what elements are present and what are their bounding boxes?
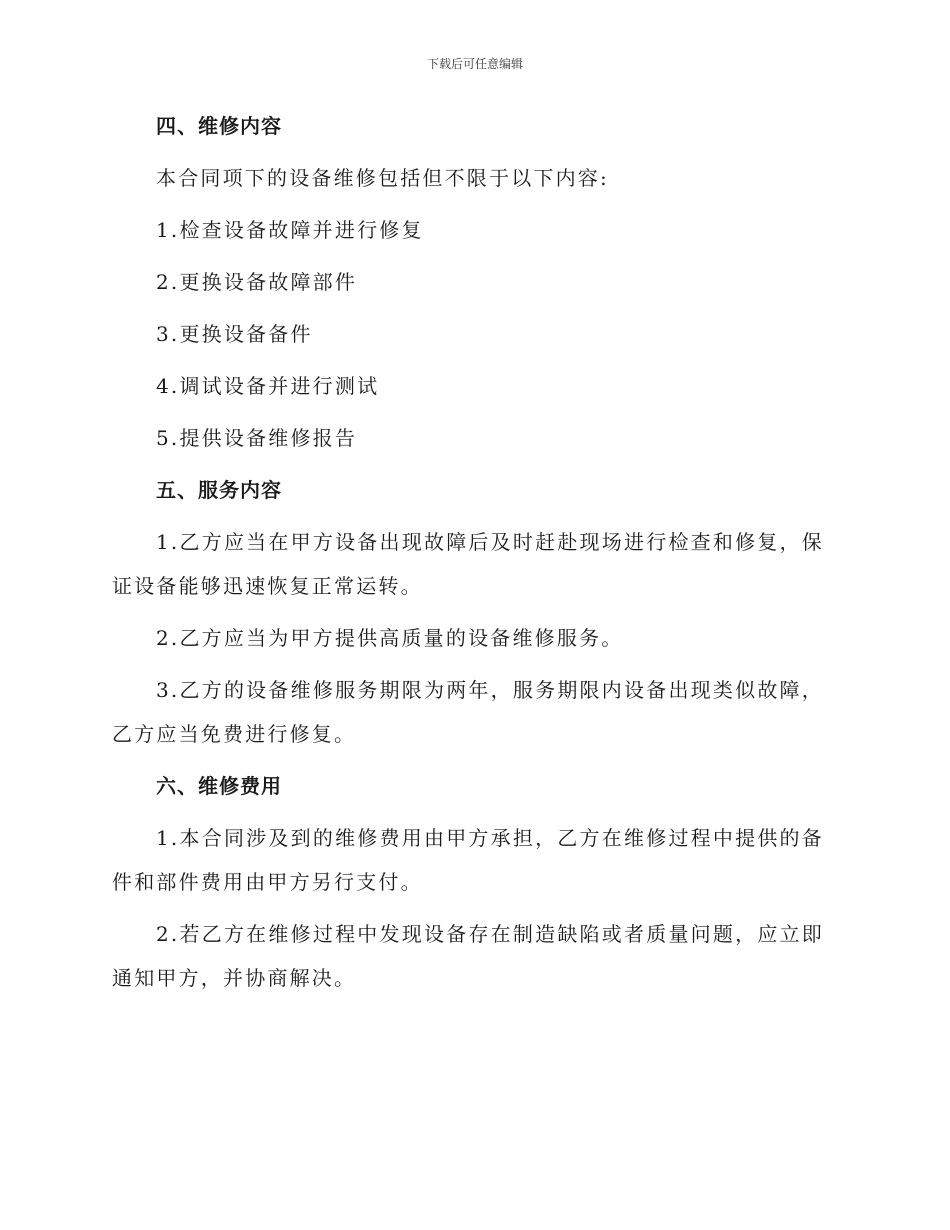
section-maintenance-content (112, 104, 824, 460)
list-item: 2.更换设备故障部件 (156, 270, 358, 294)
list-item: 2.若乙方在维修过程中发现设备存在制造缺陷或者质量问题，应立即通知甲方，并协商解决。 (112, 922, 824, 990)
list-item: 3.更换设备备件 (156, 322, 313, 346)
list-item: 4.调试设备并进行测试 (156, 374, 380, 398)
list-item: 3.乙方的设备维修服务期限为两年，服务期限内设备出现类似故障，乙方应当免费进行修复。 (112, 678, 824, 746)
list-item: 1.本合同涉及到的维修费用由甲方承担，乙方在维修过程中提供的备件和部件费用由甲方另行支付。 (112, 826, 824, 894)
section-maintenance-fees (112, 764, 824, 1000)
document-body (112, 104, 824, 1008)
list-item: 1.乙方应当在甲方设备出现故障后及时赶赴现场进行检查和修复，保证设备能够迅速恢复正常运转。 (112, 530, 824, 598)
header-note: 下载后可任意编辑 (426, 57, 523, 71)
section-title: 五、服务内容 (156, 478, 282, 502)
list-item: 5.提供设备维修报告 (156, 426, 358, 450)
paragraph: 本合同项下的设备维修包括但不限于以下内容: (156, 166, 609, 190)
list-item: 2.乙方应当为甲方提供高质量的设备维修服务。 (156, 626, 624, 650)
section-title: 四、维修内容 (156, 114, 282, 138)
section-service-content (112, 468, 824, 756)
list-item: 1.检查设备故障并进行修复 (156, 218, 424, 242)
section-title: 六、维修费用 (156, 774, 282, 798)
